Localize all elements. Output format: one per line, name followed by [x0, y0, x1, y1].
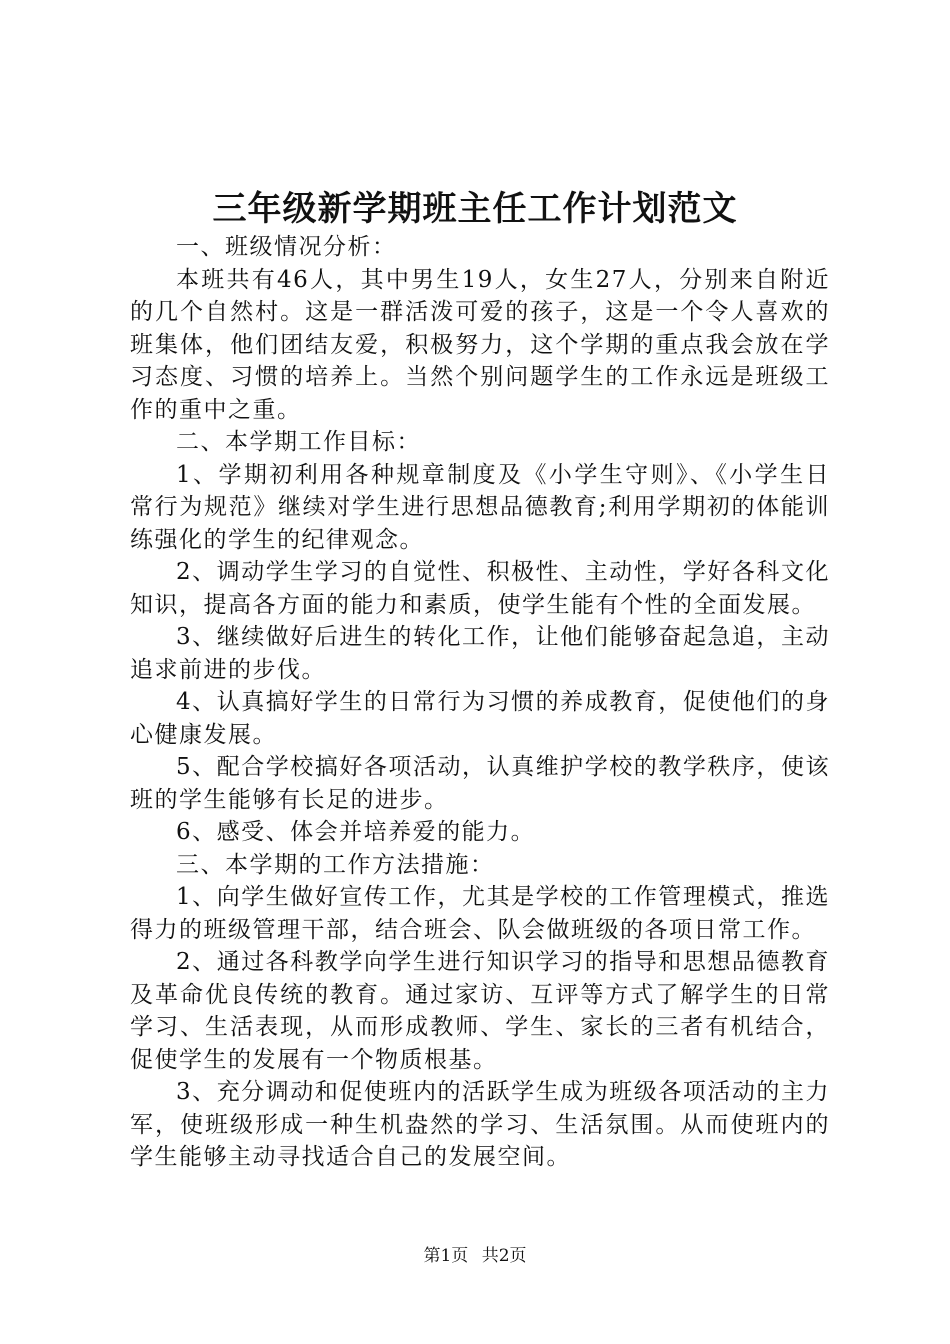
goal-item-5: 5、配合学校搞好各项活动，认真维护学校的教学秩序，使该班的学生能够有长足的进步。 [130, 754, 830, 813]
method-item-3: 3、充分调动和促使班内的活跃学生成为班级各项活动的主力军，使班级形成一种生机盎然的学习、生活氛围。从而使班内的学生能够主动寻找适合自己的发展空间。 [130, 1079, 830, 1170]
document-body [130, 231, 830, 1174]
paragraph-class-overview: 本班共有46人，其中男生19人，女生27人，分别来自附近的几个自然村。这是一群活泼可爱的孩子，这是一个令人喜欢的班集体，他们团结友爱，积极努力，这个学期的重点我会放在学习态度、习惯的培养上。当然个别问题学生的工作永远是班级工作的重中之重。 [130, 266, 830, 423]
page-title: 三年级新学期班主任工作计划范文 [212, 189, 738, 229]
goal-item-6: 6、感受、体会并培养爱的能力。 [176, 819, 536, 845]
goal-item-3: 3、继续做好后进生的转化工作，让他们能够奋起急追，主动追求前进的步伐。 [130, 624, 830, 683]
section-heading-methods: 三、本学期的工作方法措施： [176, 851, 495, 878]
goal-item-4: 4、认真搞好学生的日常行为习惯的养成教育，促使他们的身心健康发展。 [130, 689, 830, 748]
method-item-2: 2、通过各科教学向学生进行知识学习的指导和思想品德教育及革命优良传统的教育。通过家访、互评等方式了解学生的日常学习、生活表现，从而形成教师、学生、家长的三者有机结合，促使学生的发展有一个物质根基。 [130, 949, 830, 1073]
section-heading-class-analysis: 一、班级情况分析： [176, 234, 397, 260]
goal-item-2: 2、调动学生学习的自觉性、积极性、主动性，学好各科文化知识，提高各方面的能力和素质，使学生能有个性的全面发展。 [130, 559, 830, 618]
goal-item-1: 1、学期初利用各种规章制度及《小学生守则》、《小学生日常行为规范》继续对学生进行思想品德教育;利用学期初的体能训练强化的学生的纪律观念。 [130, 461, 830, 553]
page-total: 共2页 [481, 1246, 527, 1266]
page-number: 第1页 [423, 1246, 469, 1266]
section-heading-goals: 二、本学期工作目标： [176, 429, 421, 455]
page-footer [0, 1244, 950, 1268]
method-item-1: 1、向学生做好宣传工作，尤其是学校的工作管理模式，推选得力的班级管理干部，结合班会、队会做班级的各项日常工作。 [130, 884, 830, 943]
